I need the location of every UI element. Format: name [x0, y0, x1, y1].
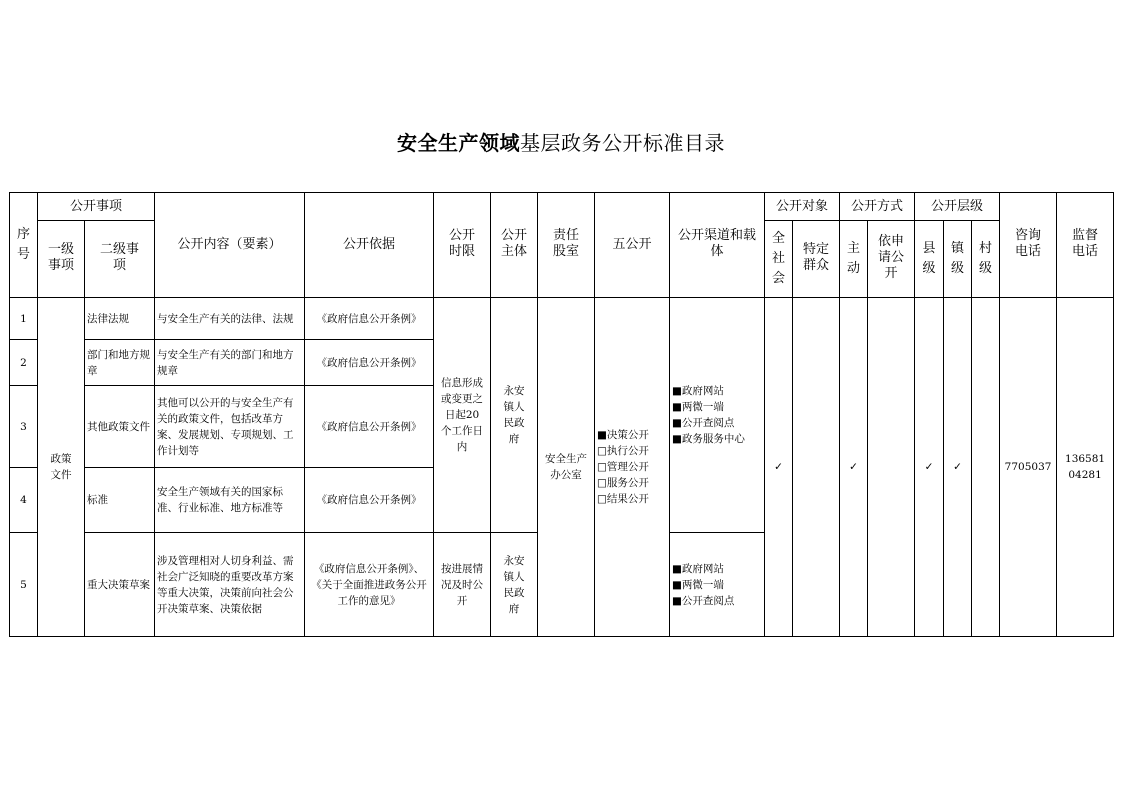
- row-content: 与安全生产有关的法律、法规: [155, 298, 305, 340]
- active-check: ✓: [840, 298, 868, 637]
- row-content: 涉及管理相对人切身利益、需社会广泛知晓的重要改革方案等重大决策，决策前向社会公开决策草案、决策依据: [155, 533, 305, 637]
- specific-group-cell: [793, 298, 840, 637]
- row-seq: 2: [10, 340, 38, 386]
- row-basis: 《政府信息公开条例》: [305, 340, 434, 386]
- header-content: 公开内容（要素）: [155, 193, 305, 298]
- header-method: 公开方式: [840, 193, 915, 221]
- row-level2: 法律法规: [85, 298, 155, 340]
- header-time-limit: 公开时限: [434, 193, 491, 298]
- village-cell: [972, 298, 1000, 637]
- header-seq: 序号: [10, 193, 38, 298]
- header-village: 村级: [972, 221, 1000, 298]
- header-channel: 公开渠道和载体: [670, 193, 765, 298]
- row-basis: 《政府信息公开条例》、《关于全面推进政务公开工作的意见》: [305, 533, 434, 637]
- row-basis: 《政府信息公开条例》: [305, 298, 434, 340]
- office-cell: 安全生产办公室: [538, 298, 595, 637]
- row-seq: 4: [10, 468, 38, 533]
- channel-cell-row5: [670, 533, 765, 637]
- town-check: ✓: [944, 298, 972, 637]
- table-row: [10, 298, 1114, 340]
- header-level2: 二级事项: [85, 221, 155, 298]
- header-level1: 一级事项: [38, 221, 85, 298]
- on-request-cell: [868, 298, 915, 637]
- page-title: [0, 130, 1122, 156]
- row-basis: 《政府信息公开条例》: [305, 386, 434, 468]
- five-open-item: ■决策公开: [597, 429, 649, 441]
- row-seq: 5: [10, 533, 38, 637]
- five-open-item: □执行公开: [597, 445, 649, 457]
- header-on-request: 依申请公开: [868, 221, 915, 298]
- row-content: 其他可以公开的与安全生产有关的政策文件，包括改革方案、发展规划、专项规划、工作计划等: [155, 386, 305, 468]
- county-check: ✓: [915, 298, 944, 637]
- page-title-rest: 基层政务公开标准目录: [520, 131, 725, 155]
- header-all-society: 全社会: [765, 221, 793, 298]
- header-basis: 公开依据: [305, 193, 434, 298]
- consult-phone-cell: 7705037: [1000, 298, 1057, 637]
- page-title-bold: 安全生产领域: [397, 131, 520, 155]
- header-county: 县级: [915, 221, 944, 298]
- channel-cell-main: [670, 298, 765, 533]
- channel-item: ■政府网站: [672, 562, 724, 575]
- header-subject: 公开主体: [491, 193, 538, 298]
- header-active: 主动: [840, 221, 868, 298]
- subject-cell: 永安镇人民政府: [491, 298, 538, 533]
- header-row-1: [10, 193, 1114, 221]
- five-open-item: □管理公开: [597, 461, 649, 473]
- header-consult-phone: 咨询电话: [1000, 193, 1057, 298]
- header-five-open: 五公开: [595, 193, 670, 298]
- header-specific-group: 特定群众: [793, 221, 840, 298]
- supervise-phone-cell: 13658104281: [1057, 298, 1114, 637]
- five-open-item: □服务公开: [597, 477, 649, 489]
- row-content: 安全生产领域有关的国家标准、行业标准、地方标准等: [155, 468, 305, 533]
- row-level2: 重大决策草案: [85, 533, 155, 637]
- row-level2: 部门和地方规章: [85, 340, 155, 386]
- channel-item: ■公开查阅点: [672, 417, 735, 429]
- row-level2: 其他政策文件: [85, 386, 155, 468]
- header-level: 公开层级: [915, 193, 1000, 221]
- header-office: 责任股室: [538, 193, 595, 298]
- header-supervise-phone: 监督电话: [1057, 193, 1114, 298]
- row-level2: 标准: [85, 468, 155, 533]
- all-society-check: ✓: [765, 298, 793, 637]
- channel-item: ■公开查阅点: [672, 594, 735, 607]
- header-town: 镇级: [944, 221, 972, 298]
- header-matter: 公开事项: [38, 193, 155, 221]
- row-seq: 3: [10, 386, 38, 468]
- subject-row5: 永安镇人民政府: [491, 533, 538, 637]
- catalog-table: [9, 192, 1114, 637]
- five-open-item: □结果公开: [597, 493, 649, 505]
- channel-item: ■政务服务中心: [672, 433, 745, 445]
- time-limit-row5: 按进展情况及时公开: [434, 533, 491, 637]
- header-target: 公开对象: [765, 193, 840, 221]
- row-basis: 《政府信息公开条例》: [305, 468, 434, 533]
- level1-cell: 政策文件: [38, 298, 85, 637]
- channel-item: ■两微一端: [672, 401, 724, 413]
- channel-item: ■两微一端: [672, 578, 724, 591]
- row-seq: 1: [10, 298, 38, 340]
- row-content: 与安全生产有关的部门和地方规章: [155, 340, 305, 386]
- channel-item: ■政府网站: [672, 385, 724, 397]
- five-open-cell: [595, 298, 670, 637]
- time-limit-cell: 信息形成或变更之日起20个工作日内: [434, 298, 491, 533]
